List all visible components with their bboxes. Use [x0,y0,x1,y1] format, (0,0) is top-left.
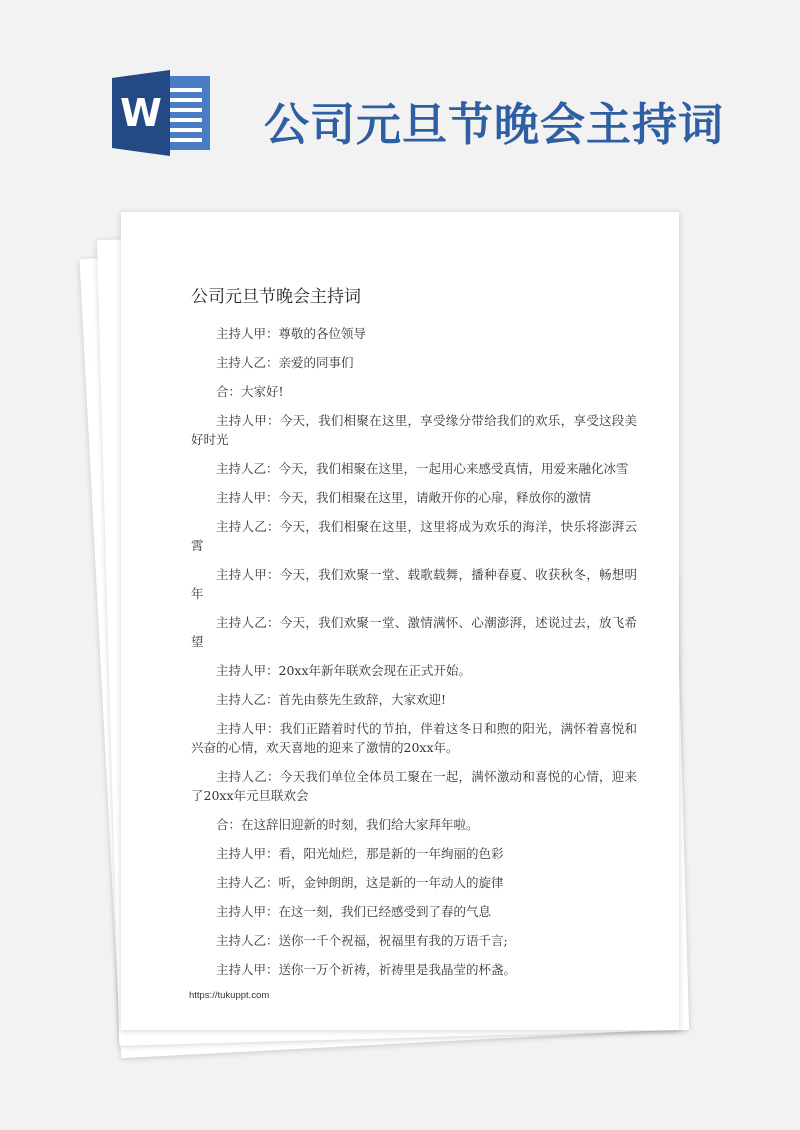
paragraph: 主持人甲：送你一万个祈祷，祈祷里是我晶莹的杯盏。 [216,962,517,977]
paragraph: 主持人甲：我们正踏着时代的节拍，伴着这冬日和煦的阳光，满怀着喜悦和兴奋的心情，欢天喜地的迎来了激情的20xx年。 [191,721,637,755]
word-doc-icon [112,70,212,156]
paragraph: 主持人乙：今天，我们欢聚一堂、激情满怀、心潮澎湃，述说过去，放飞希望 [191,615,637,649]
paragraph: 主持人甲：今天，我们相聚在这里，享受缘分带给我们的欢乐，享受这段美好时光 [191,413,637,447]
footer-url: https://tukuppt.com [189,990,270,1001]
paragraph: 主持人甲：20xx年新年联欢会现在正式开始。 [216,663,472,678]
word-icon-letter: W [120,91,162,135]
header-title: 公司元旦节晚会主持词 [264,98,725,151]
document-title: 公司元旦节晚会主持词 [191,287,361,307]
paragraph: 主持人乙：今天，我们相聚在这里，这里将成为欢乐的海洋，快乐将澎湃云霄 [191,519,637,553]
paragraph: 主持人乙：亲爱的同事们 [216,355,354,370]
header-banner [0,0,800,200]
paragraph: 主持人甲：看，阳光灿烂，那是新的一年绚丽的色彩 [216,846,504,861]
paragraph: 主持人甲：今天，我们欢聚一堂、载歌载舞，播种春夏、收获秋冬，畅想明年 [191,567,637,601]
paragraph: 主持人甲：尊敬的各位领导 [216,326,367,341]
document-page [121,212,679,1030]
paragraph: 主持人乙：今天我们单位全体员工聚在一起，满怀激动和喜悦的心情，迎来了20xx年元旦联欢会 [191,769,637,803]
paragraph: 主持人乙：今天，我们相聚在这里，一起用心来感受真情，用爱来融化冰雪 [216,461,629,476]
paragraph: 主持人乙：首先由蔡先生致辞，大家欢迎! [216,692,447,707]
paragraph: 主持人乙：听，金钟朗朗，这是新的一年动人的旋律 [216,875,504,890]
paragraph: 主持人甲：在这一刻，我们已经感受到了春的气息 [216,904,492,919]
document-body [191,324,637,989]
paragraph: 合：大家好! [216,384,284,399]
paragraph: 主持人乙：送你一千个祝福，祝福里有我的万语千言; [216,933,508,948]
paragraph: 主持人甲：今天，我们相聚在这里，请敞开你的心扉，释放你的激情 [216,490,592,505]
paragraph: 合：在这辞旧迎新的时刻，我们给大家拜年啦。 [216,817,479,832]
